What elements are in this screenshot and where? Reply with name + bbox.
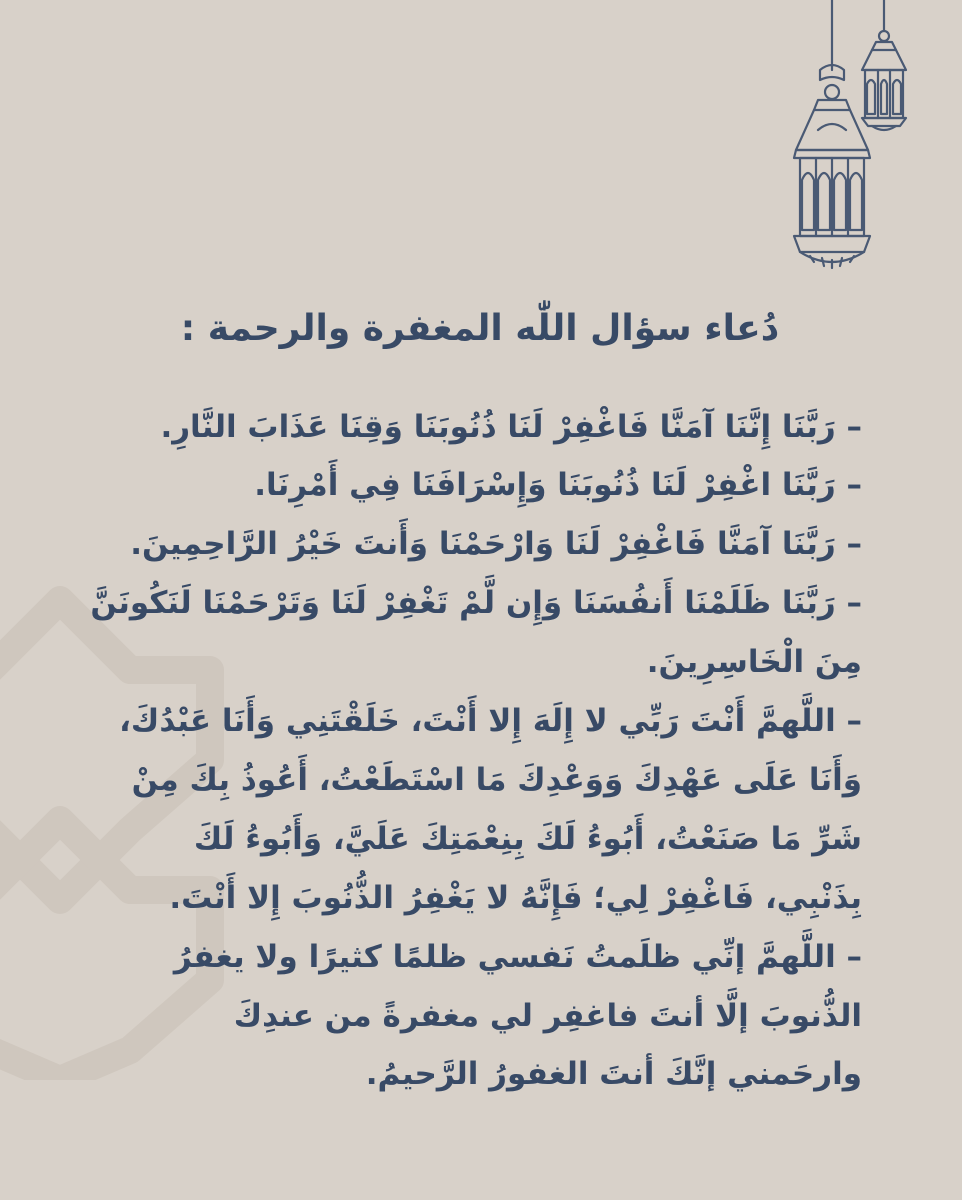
dua-content [90,300,870,1104]
dua-line: – رَبَّنَا اغْفِرْ لَنَا ذُنُوبَنَا وَإِسْرَافَنَا فِي أَمْرِنَا. [254,467,862,504]
lantern-small-icon [862,0,906,130]
dua-line: – رَبَّنَا ظَلَمْنَا أَنفُسَنَا وَإِن لَّمْ تَغْفِرْ لَنَا وَتَرْحَمْنَا لَنَكُونَنَّ مِنَ الْخَاسِرِينَ. [90,585,862,681]
dua-line: – رَبَّنَا آمَنَّا فَاغْفِرْ لَنَا وَارْحَمْنَا وَأَنتَ خَيْرُ الرَّاحِمِينَ. [130,526,862,563]
dua-line: – اللَّهمَّ أَنْتَ رَبِّي لا إِلَهَ إِلا أَنْتَ، خَلَقْتَنِي وَأَنَا عَبْدُكَ، وَأَنَا عَلَى عَهْدِكَ وَوَعْدِكَ مَا اسْتَطَعْتُ، أَعُوذُ بِكَ مِنْ شَرِّ مَا صَنَعْتُ، أَبُوءُ لَكَ بِنِعْمَتِكَ عَلَيَّ، وَأَبُوءُ لَكَ بِذَنْبِي، فَاغْفِرْ لِي؛ فَإِنَّهُ لا يَغْفِرُ الذُّنُوبَ إِلا أَنْتَ. [119,703,862,916]
lantern-icon [794,0,870,268]
dua-line: – رَبَّنَا إِنَّنَا آمَنَّا فَاغْفِرْ لَنَا ذُنُوبَنَا وَقِنَا عَذَابَ النَّارِ. [160,408,862,445]
dua-line: – اللَّهمَّ إنِّي ظلَمتُ نَفسي ظلمًا كثيرًا ولا يغفرُ الذُّنوبَ إلَّا أنتَ فاغفِر لي مغفرةً من عندِكَ وارحَمني إنَّكَ أنتَ الغفورُ الرَّحيمُ. [173,938,862,1093]
dua-list [90,398,870,1105]
lanterns-decoration [780,0,940,285]
page-title: دُعاء سؤال اللّٰه المغفرة والرحمة : [180,308,780,349]
